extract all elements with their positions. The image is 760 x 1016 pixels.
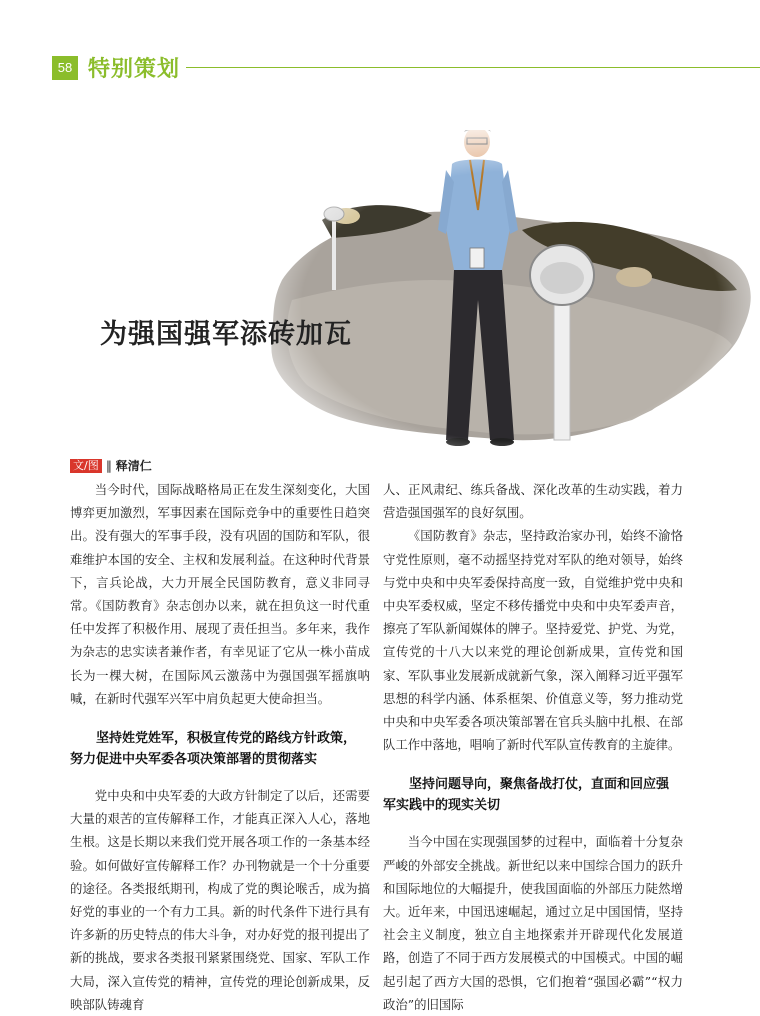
subheading [383,774,683,816]
page-number: 58 [52,56,78,80]
paragraph: 《国防教育》杂志，坚持政治家办刊，始终不渝恪守党性原则，毫不动摇坚持党对军队的绝对领导，始终与党中央和中央军委保持高度一致，自觉维护党中央和中央军委权威，坚定不移传播党中央和中央军委声音，擦亮了军队新闻媒体的牌子。坚持爱党、护党、为党，宣传党的十八大以来党的理论创新成果，宣传党和国家、军队事业发展新成就新气象，深入阐释习近平强军思想的科学内涵、体系框架、价值意义等，努力推动党中央和中央军委各项决策部署在官兵头脑中扎根、在部队工作中落地，唱响了新时代军队宣传教育的主旋律。 [383,528,683,753]
article-headline: 为强国强军添砖加瓦 [100,319,352,350]
subheading-line: 坚持问题导向，聚焦备战打仗，直面和回应强 [409,777,670,793]
subheading-line: 军实践中的现实关切 [383,798,501,814]
right-column [383,478,683,1016]
left-column [70,478,370,1016]
section-title: 特别策划 [88,57,181,82]
subheading-line: 努力促进中央军委各项决策部署的贯彻落实 [70,752,318,768]
subheading [70,728,370,770]
byline-separator: ‖ [105,458,112,473]
subheading-line: 坚持姓党姓军，积极宣传党的路线方针政策， [96,731,357,747]
byline [70,457,152,474]
byline-author: 释清仁 [115,459,152,473]
paragraph: 人、正风肃纪、练兵备战、深化改革的生动实践，着力营造强国强军的良好氛围。 [383,482,683,521]
paragraph: 当今中国在实现强国梦的过程中，面临着十分复杂严峻的外部安全挑战。新世纪以来中国综合国力的跃升和国际地位的大幅提升，使我国面临的外部压力陡然增大。近年来，中国迅速崛起，通过立足中国国情，坚持社会主义制度，独立自主地探索并开辟现代化发展道路，创造了不同于西方发展模式的中国模式。中国的崛起引起了西方大国的恐惧，它们抱着“强国必霸”“权力政治”的旧国际 [383,834,683,1012]
paragraph: 党中央和中央军委的大政方针制定了以后，还需要大量的艰苦的宣传解释工作，才能真正深入人心，落地生根。这是长期以来我们党开展各项工作的一条基本经验。如何做好宣传解释工作？办刊物就是一个十分重要的途径。各类报纸期刊，构成了党的舆论喉舌，成为搞好党的事业的一个有力工具。新的时代条件下进行具有许多新的历史特点的伟大斗争，对办好党的报刊提出了新的挑战，要求各类报刊紧紧围绕党、国家、军队工作大局，深入宣传党的精神，宣传党的理论创新成果，反映部队铸魂育 [70,788,370,1012]
hero-photo [262,130,760,450]
header-rule [186,67,760,68]
byline-tag: 文/图 [70,459,102,473]
paragraph: 当今时代，国际战略格局正在发生深刻变化，大国博弈更加激烈，军事因素在国际竞争中的重要性日趋突出。没有强大的军事手段，没有巩固的国防和军队，很难维护本国的安全、主权和发展利益。在这种时代背景下，言兵论战，大力开展全民国防教育，意义非同寻常。《国防教育》杂志创办以来，就在担负这一时代重任中发挥了积极作用、展现了责任担当。多年来，我作为杂志的忠实读者兼作者，有幸见证了它从一株小苗成长为一棵大树，在国际风云激荡中为强国强军摇旗呐喊，在新时代强军兴军中肩负起更大使命担当。 [70,482,370,706]
